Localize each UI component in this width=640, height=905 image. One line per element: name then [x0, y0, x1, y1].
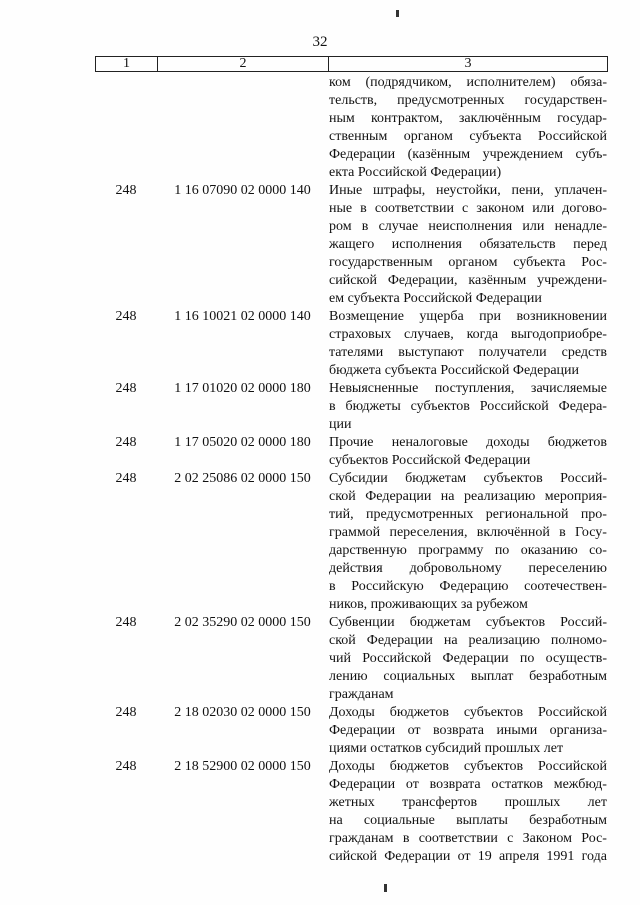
word: добровольному [409, 561, 502, 576]
word: трансфертов [402, 795, 478, 810]
text-line [329, 758, 607, 776]
word: на [329, 813, 343, 828]
admin-code: 248 [115, 381, 137, 396]
word: жетных [329, 795, 375, 810]
word: Федерации [365, 489, 432, 504]
word: органом [448, 255, 498, 270]
admin-code: 248 [115, 705, 137, 720]
word: учреждени- [537, 273, 607, 288]
word: субъекта [513, 255, 566, 270]
budget-code: 2 18 52900 02 0000 150 [174, 759, 311, 774]
word: субъектов [463, 759, 524, 774]
word: апреля [499, 849, 540, 864]
word: штрафы, [372, 183, 426, 198]
word: средств [561, 345, 607, 360]
text-line [329, 218, 607, 236]
text-line [329, 380, 607, 398]
word: Федерации [442, 651, 509, 666]
word: переселения, [389, 525, 468, 540]
word: межбюд- [553, 777, 607, 792]
word: получатели [478, 345, 547, 360]
word: программу [418, 543, 484, 558]
text-line [329, 146, 607, 164]
word: Российской [538, 759, 607, 774]
text-line [329, 452, 607, 470]
word: реализацию [468, 633, 540, 648]
word: контрактом, [370, 111, 443, 126]
word: бюджетов [547, 435, 607, 450]
scan-mark-top [396, 10, 399, 17]
budget-code: 2 02 25086 02 0000 150 [174, 471, 311, 486]
word: Иные [329, 183, 363, 198]
word: бюджетам [405, 471, 467, 486]
word: Россий- [560, 615, 607, 630]
text-line [329, 704, 607, 722]
word: учреждением [482, 147, 563, 162]
word: полномо- [550, 633, 607, 648]
word: ненадле- [554, 219, 607, 234]
text-line [329, 722, 607, 740]
word: чий [329, 651, 352, 666]
word: зачисляемые [530, 381, 607, 396]
text-line [329, 596, 607, 614]
word: законом [476, 201, 525, 216]
text-line [329, 830, 607, 848]
word: дарственную [329, 543, 407, 558]
budget-code: 2 18 02030 02 0000 150 [174, 705, 311, 720]
word: иными [496, 723, 538, 738]
word: Рос- [581, 831, 607, 846]
revenue-description [329, 380, 607, 434]
word: в [360, 201, 367, 216]
word: бюджетов [389, 705, 449, 720]
word: ком [329, 75, 351, 90]
word: страховых [329, 327, 392, 342]
word: субъектов [463, 705, 524, 720]
word: возникновении [516, 309, 607, 324]
word: заключённым [458, 111, 541, 126]
word: Федерацию [439, 579, 509, 594]
word: пени, [511, 183, 544, 198]
word: выгодоприобре- [510, 327, 607, 342]
word: в [559, 525, 566, 540]
table-header [95, 56, 608, 72]
word: выплат [470, 669, 514, 684]
word: возврата [429, 777, 481, 792]
text-line [329, 488, 607, 506]
word: при [479, 309, 502, 324]
word: Российскую [351, 579, 424, 594]
text-line [329, 344, 607, 362]
word: действия [329, 561, 383, 576]
word: остатков [491, 777, 543, 792]
word: или [532, 201, 555, 216]
text-line [329, 290, 607, 308]
word: ской [329, 489, 356, 504]
word: гражданам [329, 687, 394, 702]
word: Госу- [575, 525, 607, 540]
text-line [329, 614, 607, 632]
text-line [329, 92, 607, 110]
word: субъектов [483, 471, 543, 486]
word: Федерации [329, 723, 396, 738]
word: субъектов Российской Федерации [329, 453, 531, 468]
word: Российской [362, 651, 432, 666]
word: бюджетов [389, 759, 449, 774]
text-line [329, 668, 607, 686]
admin-code: 248 [115, 309, 137, 324]
word: оказанию [520, 543, 578, 558]
word: соотечествен- [524, 579, 607, 594]
word: обязательств [479, 237, 556, 252]
word: тий, [329, 507, 354, 522]
word: Прочие [329, 435, 374, 450]
word: Федерации, [387, 273, 458, 288]
word: включённой [476, 525, 550, 540]
word: мероприя- [544, 489, 607, 504]
revenue-description [329, 434, 607, 470]
word: Субсидии [329, 471, 388, 486]
revenue-description [329, 470, 607, 614]
word: Федерации [366, 633, 433, 648]
word: сийской [329, 273, 377, 288]
admin-code: 248 [115, 615, 137, 630]
word: органом [403, 129, 453, 144]
word: Доходы [329, 759, 375, 774]
text-line [329, 686, 607, 704]
text-line [329, 434, 607, 452]
word: предусмотренных [365, 507, 474, 522]
text-line [329, 110, 607, 128]
word: обяза- [570, 75, 607, 90]
text-line [329, 128, 607, 146]
word: Субвенции [329, 615, 395, 630]
text-line [329, 398, 607, 416]
text-line [329, 524, 607, 542]
word: бюджета субъекта Российской Федерации [329, 363, 580, 378]
text-line [329, 542, 607, 560]
word: неустойки, [435, 183, 501, 198]
text-line [329, 812, 607, 830]
text-line [329, 200, 607, 218]
word: доходы [486, 435, 530, 450]
word: организа- [549, 723, 607, 738]
word: предусмотренных [397, 93, 505, 108]
word: Возмещение [329, 309, 404, 324]
text-line [329, 776, 607, 794]
word: про- [580, 507, 607, 522]
word: переселению [528, 561, 607, 576]
budget-code: 1 17 01020 02 0000 180 [174, 381, 311, 396]
word: по [494, 543, 510, 558]
word: жащего [329, 237, 375, 252]
word: с [462, 201, 469, 216]
word: Рос- [581, 255, 607, 270]
text-line [329, 650, 607, 668]
text-line [329, 326, 607, 344]
text-line [329, 182, 607, 200]
text-line [329, 74, 607, 92]
text-line [329, 164, 607, 182]
word: ром [329, 219, 352, 234]
text-line [329, 506, 607, 524]
word: (подрядчиком, [365, 75, 452, 90]
word: 1991 [546, 849, 575, 864]
word: в [329, 579, 336, 594]
word: Федерации [329, 147, 396, 162]
scan-mark-bottom [384, 884, 387, 892]
admin-code: 248 [115, 759, 137, 774]
word: Российской [537, 129, 607, 144]
word: ственным [329, 129, 388, 144]
word: Доходы [329, 705, 375, 720]
word: ем субъекта Российской Федерации [329, 291, 542, 306]
word: реализацию [463, 489, 536, 504]
text-line [329, 560, 607, 578]
word: выплаты [456, 813, 508, 828]
revenue-description [329, 758, 607, 866]
word: выступают [398, 345, 464, 360]
revenue-description [329, 704, 607, 758]
word: или [522, 219, 545, 234]
word: прошлых [504, 795, 561, 810]
word: уплачен- [554, 183, 607, 198]
word: ции [329, 417, 352, 432]
text-line [329, 236, 607, 254]
word: по [519, 651, 535, 666]
word: с [507, 831, 514, 846]
admin-code: 248 [115, 435, 137, 450]
word: Федерации [384, 849, 451, 864]
word: в [361, 219, 369, 234]
word: исполнения [391, 237, 462, 252]
word: субъектов [485, 615, 546, 630]
text-line [329, 794, 607, 812]
text-line [329, 416, 607, 434]
word: от [457, 849, 471, 864]
text-line [329, 470, 607, 488]
text-line [329, 740, 607, 758]
budget-code: 1 16 10021 02 0000 140 [174, 309, 311, 324]
header-col-2: 2 [158, 57, 329, 71]
word: Законом [522, 831, 573, 846]
admin-code: 248 [115, 471, 137, 486]
word: на [443, 633, 458, 648]
word: субъ- [575, 147, 607, 162]
word: от [407, 723, 421, 738]
word: ской [329, 633, 356, 648]
budget-code: 1 16 07090 02 0000 140 [174, 183, 311, 198]
word: когда [466, 327, 499, 342]
word: Российской [538, 705, 607, 720]
word: Федерации [329, 777, 396, 792]
word: казённым [468, 273, 527, 288]
word: ным [329, 111, 355, 126]
word: Российской [479, 399, 549, 414]
word: бюджетам [409, 615, 471, 630]
word: возврата [432, 723, 484, 738]
word: екта Российской Федерации) [329, 165, 502, 180]
continuation-text [329, 74, 607, 182]
text-line [329, 362, 607, 380]
word: социальных [383, 669, 456, 684]
word: догово- [562, 201, 607, 216]
word: бюджеты [345, 399, 401, 414]
revenue-description [329, 308, 607, 380]
word: циями остатков субсидий прошлых лет [329, 741, 564, 756]
word: лет [587, 795, 607, 810]
word: со- [589, 543, 607, 558]
header-col-1: 1 [96, 57, 158, 71]
word: на [440, 489, 455, 504]
word: Россий- [560, 471, 607, 486]
word: 19 [477, 849, 492, 864]
word: безработным [529, 669, 607, 684]
word: случае [378, 219, 419, 234]
word: государствен- [524, 93, 607, 108]
word: гражданам [329, 831, 394, 846]
word: тельств, [329, 93, 378, 108]
text-line [329, 848, 607, 866]
text-line [329, 272, 607, 290]
budget-code: 1 17 05020 02 0000 180 [174, 435, 311, 450]
revenue-description [329, 182, 607, 308]
word: лению [329, 669, 368, 684]
word: граммой [329, 525, 381, 540]
word: безработным [529, 813, 607, 828]
text-line [329, 632, 607, 650]
word: от [405, 777, 419, 792]
admin-code: 248 [115, 183, 137, 198]
text-line [329, 308, 607, 326]
word: перед [573, 237, 607, 252]
word: неналоговые [391, 435, 468, 450]
word: случаев, [404, 327, 454, 342]
word: ущерба [419, 309, 464, 324]
word: ные [329, 201, 353, 216]
word: года [581, 849, 607, 864]
budget-code: 2 02 35290 02 0000 150 [174, 615, 311, 630]
word: соответствии [374, 201, 454, 216]
word: социальные [363, 813, 435, 828]
word: исполнителем) [466, 75, 556, 90]
text-line [329, 578, 607, 596]
word: ников, проживающих за рубежом [329, 597, 528, 612]
word: осуществ- [545, 651, 607, 666]
word: субъекта [469, 129, 522, 144]
word: субъектов [410, 399, 470, 414]
word: государственным [329, 255, 433, 270]
word: (казённым [407, 147, 471, 162]
text-line [329, 254, 607, 272]
word: Невыясненные [329, 381, 419, 396]
word: сийской [329, 849, 377, 864]
word: неисполнения [428, 219, 513, 234]
word: Федера- [558, 399, 607, 414]
word: региональной [485, 507, 569, 522]
header-col-3: 3 [464, 56, 472, 71]
word: тателями [329, 345, 384, 360]
word: государ- [557, 111, 607, 126]
page-number: 32 [312, 34, 328, 50]
revenue-description [329, 614, 607, 704]
word: поступления, [434, 381, 515, 396]
word: в [402, 831, 410, 846]
word: соответствии [418, 831, 498, 846]
word: в [329, 399, 336, 414]
